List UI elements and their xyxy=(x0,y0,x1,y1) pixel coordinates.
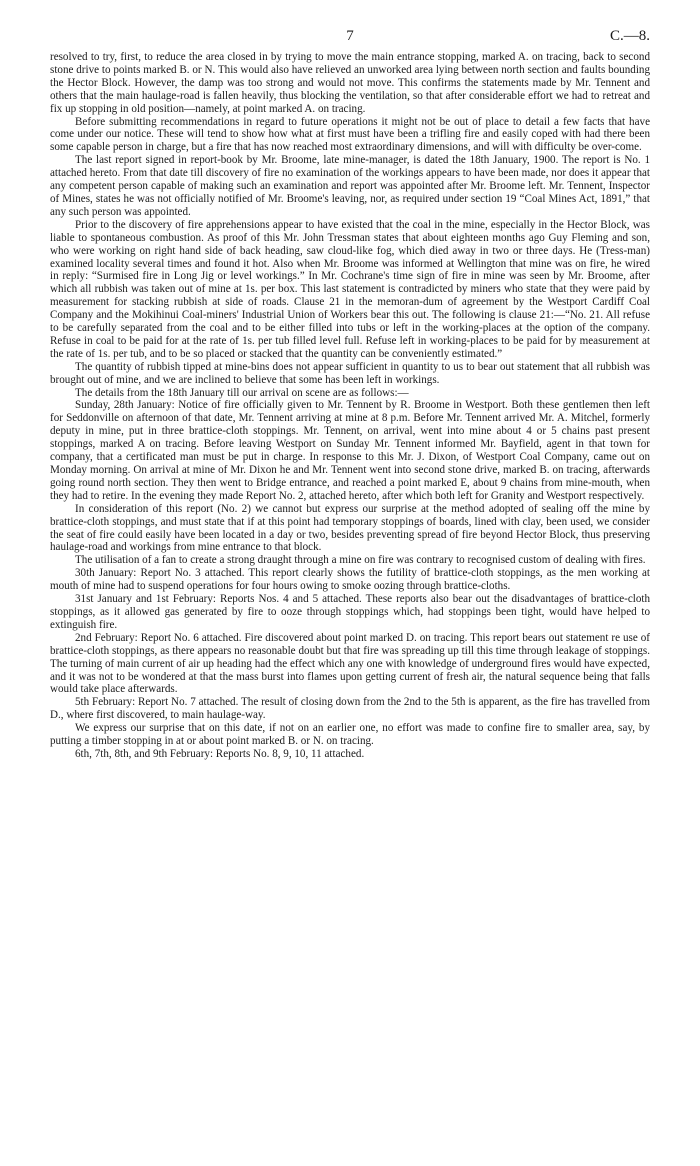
paragraph: resolved to try, first, to reduce the area closed in by trying to move the main entrance stopping, marked A. on tracing, back to second stone drive to points marked B. or N. This would also have relieved an unworked area lying between north section and faults bounding the Hector Block. However, the damp was too strong and would not move. This confirms the statements made by Mr. Tennent and others that the main haulage-road is fallen heavily, thus blocking the ventilation, so that after considerable effort we had to retreat and fix up stopping in old position—namely, at point marked A. on tracing. xyxy=(50,51,650,115)
paragraph: We express our surprise that on this date, if not on an earlier one, no effort was made to confine fire to smaller area, say, by putting a timber stopping in at or about point marked B. or N. on tracing. xyxy=(50,722,650,748)
paragraph: 31st January and 1st February: Reports Nos. 4 and 5 attached. These reports also bear out the disadvantages of brattice-cloth stoppings, as it allowed gas generated by fire to ooze through stoppings which, had stoppings been tight, would have helped to extinguish fire. xyxy=(50,593,650,631)
paragraph: 2nd February: Report No. 6 attached. Fire discovered about point marked D. on tracing. This report bears out statement re use of brattice-cloth stoppings, as there appears no reasonable doubt but that fire was spreading up till this time through leakage of stoppings. The turning of main current of air up heading had the effect which any one with knowledge of underground fires would have expected, and it was not to be wondered at that the mass burst into flames upon getting current of fresh air, the natural sequence being that falls would take place afterwards. xyxy=(50,631,650,696)
paragraph: Prior to the discovery of fire apprehensions appear to have existed that the coal in the mine, especially in the Hector Block, was liable to spontaneous combustion. As proof of this Mr. John Tressman states that about eighteen months ago Guy Fleming and son, who were working on right hand side of back heading, saw cloud-like fog, which died away in two or three days. He (Tress-man) examined locality several times and found it hot. Also when Mr. Broome was informed at Wellington that mine was on fire, he wired in reply: “Surmised fire in Long Jig or level workings.” In Mr. Cochrane's time sign of fire in mine was seen by Mr. Broome, after which all rubbish was taken out of mine at 1s. per box. This last statement is contradicted by miners who state that they were paid by measurement for stacking rubbish at side of roads. Clause 21 in the memoran-dum of agreement by the Westport Cardiff Coal Company and the Mokihinui Coal-miners' Industrial Union of Workers bear this out. The following is clause 21:—“No. 21. All refuse to be carefully separated from the coal and to be either filled into tubs or left in the working-places at the option of the company. Refuse in coal to be paid for at the rate of 1s. per tub filled level full. Refuse left in working-places to be paid for by measurement at the rate of 1s. per tub, and to be so placed or stacked that the quantity can be conveniently estimated.” xyxy=(50,218,650,360)
page-number: 7 xyxy=(346,28,354,44)
paragraph: Before submitting recommendations in regard to future operations it might not be out of place to detail a few facts that have come under our notice. These will tend to show how what at first must have been a trifling fire and easily coped with had there been some capable person in charge, but a fire that has now reached most extraordinary dimensions, and will with difficulty be over-come. xyxy=(50,115,650,154)
paragraph: Sunday, 28th January: Notice of fire officially given to Mr. Tennent by R. Broome in Westport. Both these gentlemen then left for Seddonville on afternoon of that date, Mr. Tennent arriving at mine at 8 p.m. Before Mr. Tennent arrived Mr. A. Mitchel, formerly deputy in mine, put in three brattice-cloth stoppings. Mr. Tennent, on arrival, went into mine about 4 or 5 chains past present stoppings, marked A on tracing. Before leaving Westport on Sunday Mr. Tennent informed Mr. Bayfield, agent in that town for company, that a certificated man must be put in charge. In response to this Mr. J. Dixon, of Westport Coal Company, came out on Monday morning. On arrival at mine of Mr. Dixon he and Mr. Tennent went into second stone drive, marked B. on tracing, afterwards going round north section. They then went to Bridge entrance, and reached a point marked E, about 9 chains from mine-mouth, when they had to retire. In the evening they made Report No. 2, attached hereto, after which both left for Granity and Westport respectively. xyxy=(50,399,650,502)
paragraph: 30th January: Report No. 3 attached. This report clearly shows the futility of brattice-cloth stoppings, as the men working at mouth of mine had to suspend operations for four hours owing to smoke oozing through brattice-cloths. xyxy=(50,567,650,593)
paragraph: The last report signed in report-book by Mr. Broome, late mine-manager, is dated the 18th January, 1900. The report is No. 1 attached hereto. From that date till discovery of fire no examination of the workings appears to have been made, nor does it appear that any competent person capable of making such an examination and report was appointed after Mr. Broome left. Mr. Tennent, Inspector of Mines, states he was not officially notified of Mr. Broome's leaving, nor, as required under section 19 “Coal Mines Act, 1891,” that any such person was appointed. xyxy=(50,154,650,218)
page-header xyxy=(50,30,650,48)
paragraph: 6th, 7th, 8th, and 9th February: Reports No. 8, 9, 10, 11 attached. xyxy=(75,747,365,760)
paragraph: The quantity of rubbish tipped at mine-bins does not appear sufficient in quantity to us to bear out statement that all rubbish was brought out of mine, and we are inclined to believe that some has been left in workings. xyxy=(50,360,650,386)
paragraph: The details from the 18th January till our arrival on scene are as follows:— xyxy=(75,386,409,399)
paragraph: 5th February: Report No. 7 attached. The result of closing down from the 2nd to the 5th is apparent, as the fire has travelled from D., where first discovered, to main haulage-way. xyxy=(50,696,650,722)
paragraph: In consideration of this report (No. 2) we cannot but express our surprise at the method adopted of sealing off the mine by brattice-cloth stoppings, and must state that if at this point had temporary stoppings of boards, lined with clay, been used, we consider the seat of fire could easily have been located in a day or two, besides preventing spread of fire beyond Hector Block, thus preserving haulage-road and workings from mine entrance to that block. xyxy=(50,502,650,554)
document-body xyxy=(50,51,650,761)
document-code: C.—8. xyxy=(609,28,650,44)
paragraph: The utilisation of a fan to create a strong draught through a mine on fire was contrary to recognised custom of dealing with fires. xyxy=(75,554,646,567)
